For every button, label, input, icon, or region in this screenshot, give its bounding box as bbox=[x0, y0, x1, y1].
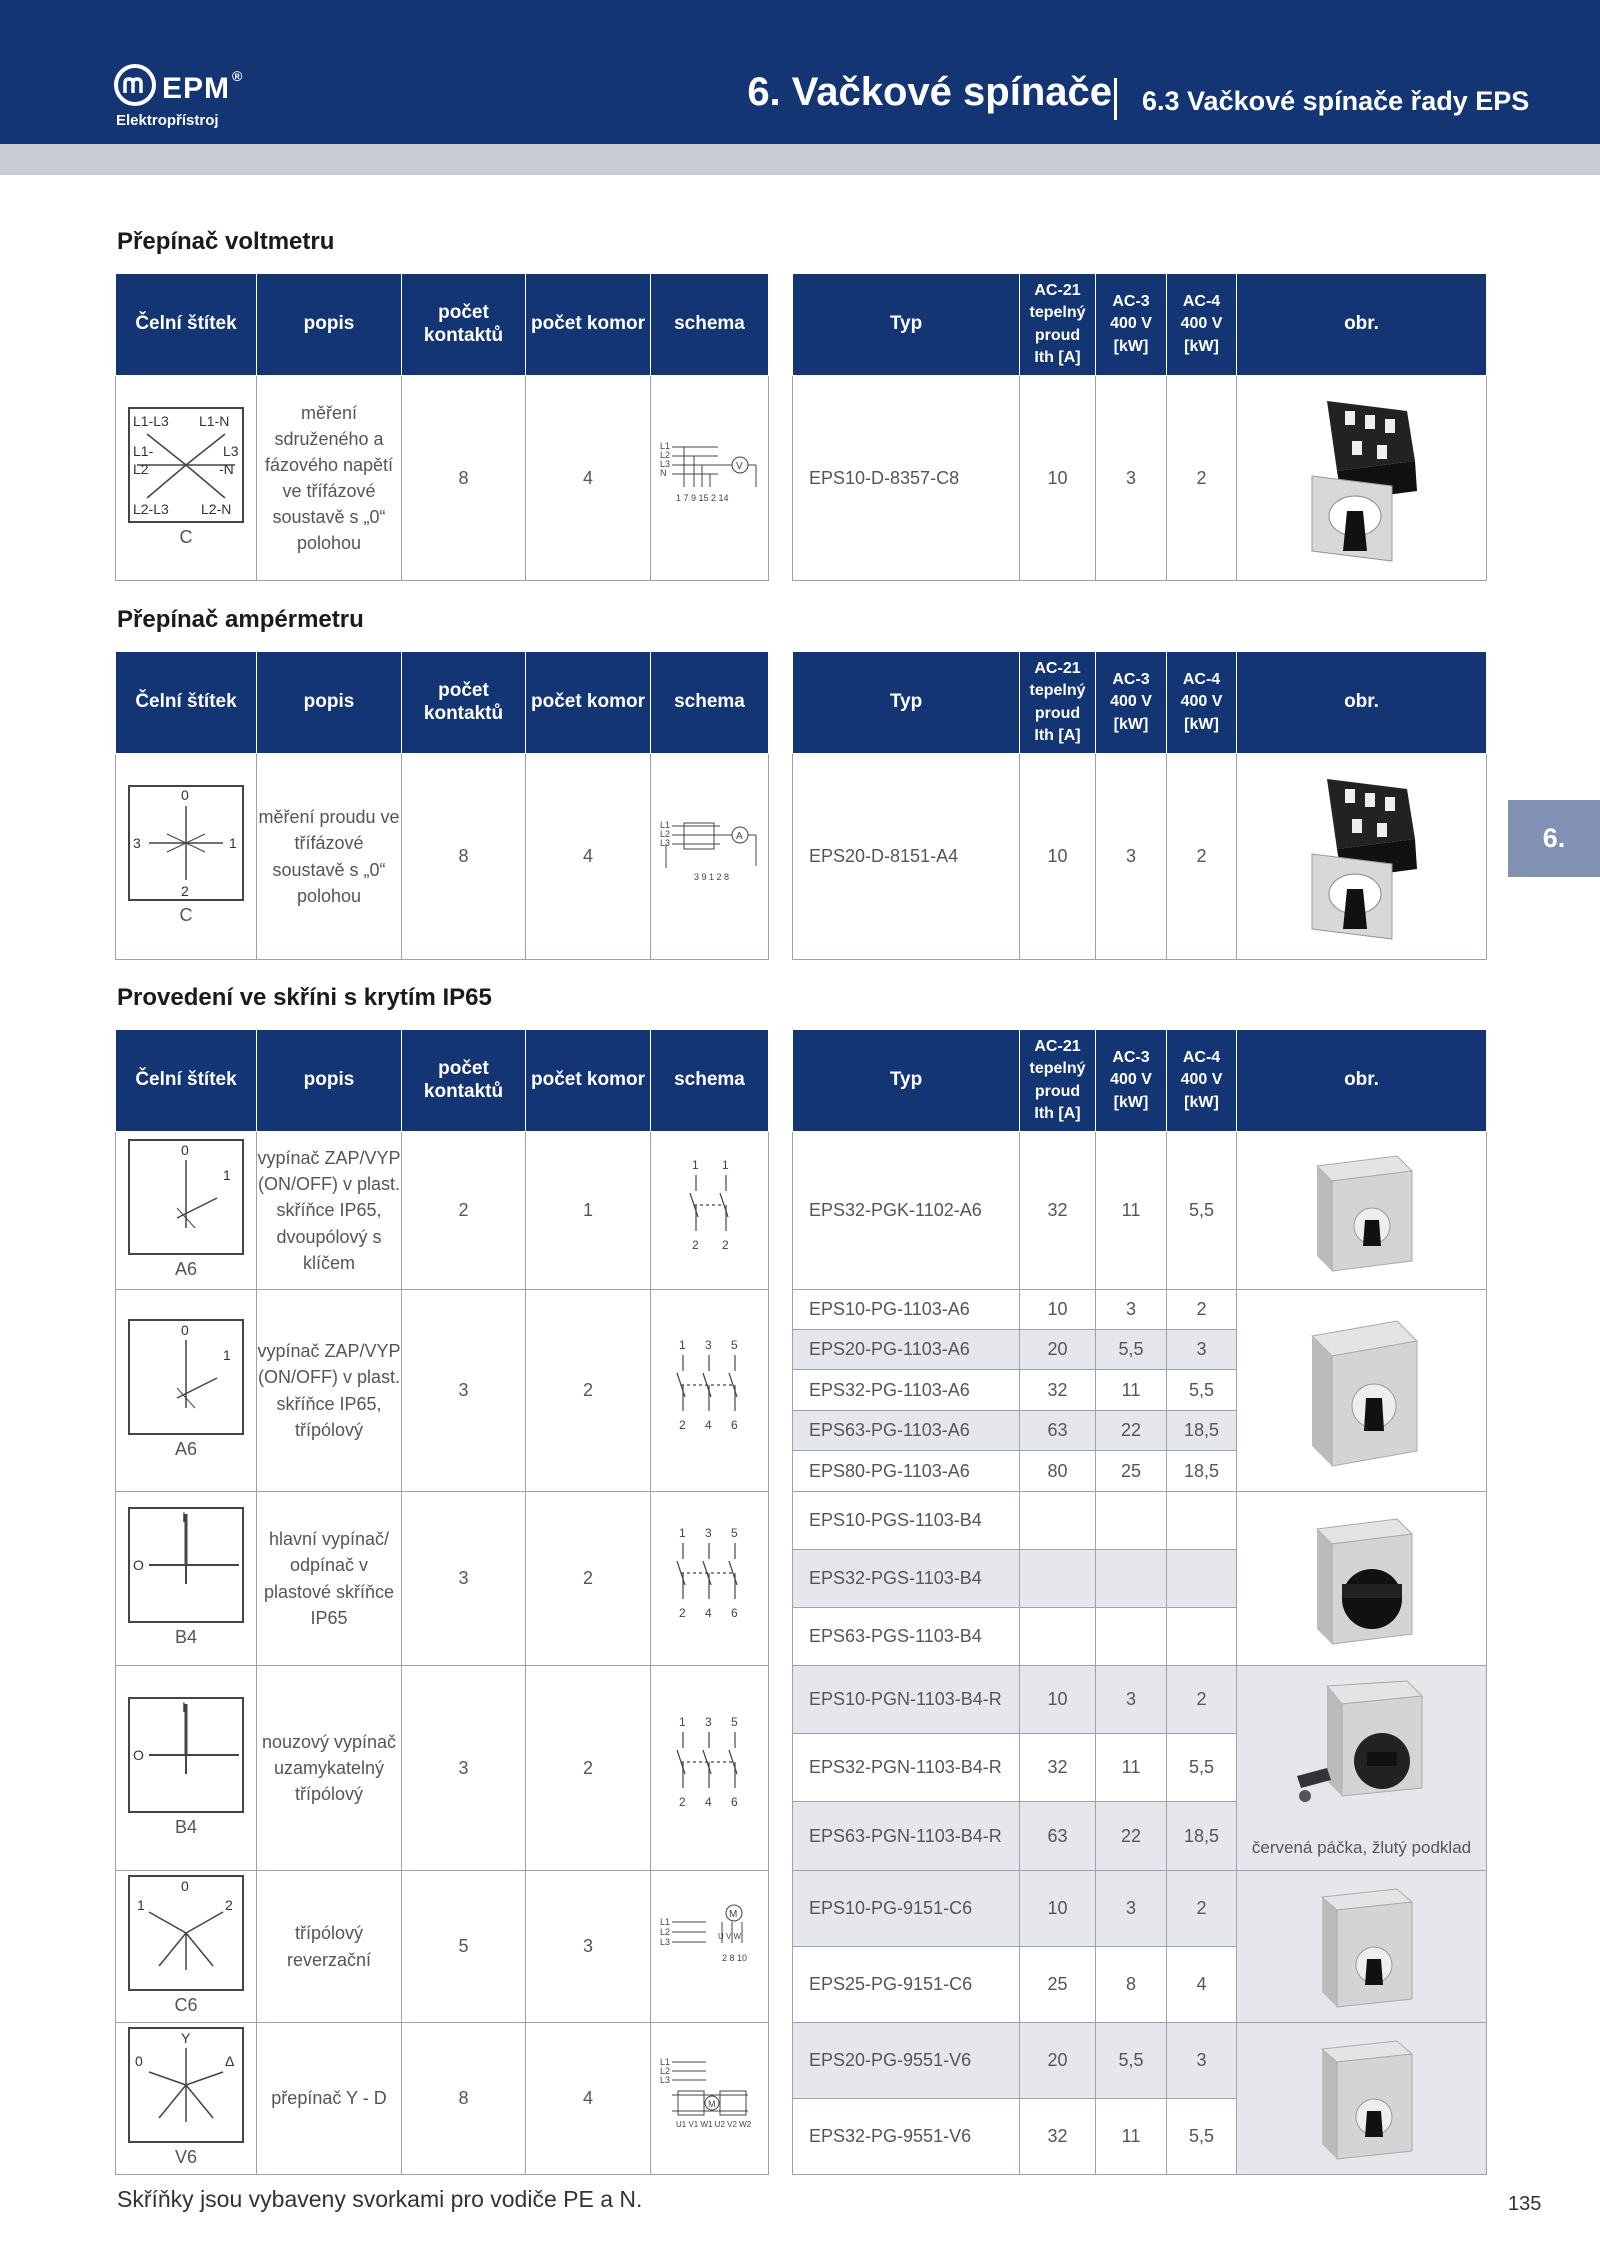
col-header-popis: popis bbox=[257, 652, 402, 754]
product-photo bbox=[1237, 1132, 1487, 1290]
svg-text:U1 V1 W1 U2 V2 W2: U1 V1 W1 U2 V2 W2 bbox=[675, 2119, 751, 2129]
typ-cell: EPS32-PGK-1102-A6 bbox=[793, 1132, 1020, 1290]
ac3-cell: 3 bbox=[1096, 1871, 1167, 1947]
product-photo bbox=[1237, 2023, 1487, 2175]
ac21-cell: 63 bbox=[1020, 1802, 1096, 1871]
section-title-ip65: Provedení ve skříni s krytím IP65 bbox=[117, 984, 492, 1011]
kontakty-cell: 3 bbox=[402, 1666, 526, 1871]
svg-text:L1: L1 bbox=[659, 2056, 670, 2067]
chapter-subtitle: 6.3 Vačkové spínače řady EPS bbox=[1142, 86, 1530, 116]
col-header-ac3: AC-3 400 V [kW] bbox=[1096, 274, 1167, 376]
reversing-schema-icon bbox=[658, 1903, 762, 1983]
popis-cell: vypínač ZAP/VYP (ON/OFF) v plast. skříňce IP65, třípólový bbox=[257, 1290, 402, 1492]
ac3-cell bbox=[1096, 1550, 1167, 1608]
dial-plate-icon bbox=[127, 1874, 245, 1992]
ac21-cell bbox=[1020, 1550, 1096, 1608]
ac3-cell: 3 bbox=[1096, 754, 1167, 960]
schema-cell bbox=[651, 1290, 769, 1492]
ac3-cell: 25 bbox=[1096, 1451, 1167, 1492]
svg-text:1: 1 bbox=[691, 1157, 699, 1172]
svg-text:U V W: U V W bbox=[717, 1931, 741, 1941]
svg-text:3: 3 bbox=[704, 1337, 712, 1352]
typ-cell: EPS10-PG-1103-A6 bbox=[793, 1290, 1020, 1330]
svg-text:2: 2 bbox=[678, 1417, 686, 1432]
col-header-schema: schema bbox=[651, 274, 769, 376]
schema-diagram-icon bbox=[658, 439, 762, 509]
typ-cell: EPS80-PG-1103-A6 bbox=[793, 1451, 1020, 1492]
svg-text:N: N bbox=[659, 468, 666, 479]
svg-text:2: 2 bbox=[181, 883, 189, 900]
svg-text:3: 3 bbox=[704, 1715, 712, 1730]
popis-cell: nouzový vypínač uzamykatelný třípólový bbox=[257, 1666, 402, 1871]
ac3-cell bbox=[1096, 1608, 1167, 1666]
dial-plate-icon bbox=[127, 784, 245, 902]
dial-plate-icon bbox=[127, 1138, 245, 1256]
dial-label: B4 bbox=[174, 1816, 198, 1837]
ac21-cell: 32 bbox=[1020, 1132, 1096, 1290]
svg-text:2: 2 bbox=[225, 1897, 233, 1914]
typ-cell: EPS20-PG-9551-V6 bbox=[793, 2023, 1020, 2099]
voltmeter-type-table bbox=[792, 273, 1487, 581]
kontakty-cell: 3 bbox=[402, 1290, 526, 1492]
enclosure-key-switch-photo bbox=[1297, 1146, 1427, 1276]
kontakty-cell: 8 bbox=[402, 2023, 526, 2175]
ac4-cell: 5,5 bbox=[1167, 2099, 1237, 2175]
schema-cell bbox=[651, 1871, 769, 2023]
enclosure-switch-photo bbox=[1292, 1306, 1432, 1476]
col-header-komory: počet komor bbox=[526, 274, 651, 376]
cam-switch-photo bbox=[1297, 391, 1427, 566]
ac4-cell: 3 bbox=[1167, 1330, 1237, 1370]
typ-cell: EPS63-PGN-1103-B4-R bbox=[793, 1802, 1020, 1871]
dial-plate-icon bbox=[127, 2026, 245, 2144]
ac3-cell: 11 bbox=[1096, 1370, 1167, 1411]
svg-text:L3: L3 bbox=[223, 442, 239, 459]
col-header-kontakty: počet kontaktů bbox=[402, 274, 526, 376]
col-header-stitek: Čelní štítek bbox=[116, 274, 257, 376]
typ-cell: EPS32-PG-9551-V6 bbox=[793, 2099, 1020, 2175]
dial-label: A6 bbox=[174, 1259, 198, 1280]
svg-text:L1: L1 bbox=[659, 441, 670, 452]
dial-plate bbox=[116, 1132, 257, 1290]
svg-text:L3: L3 bbox=[659, 837, 670, 848]
schema-cell bbox=[651, 376, 769, 581]
ac3-cell: 5,5 bbox=[1096, 2023, 1167, 2099]
svg-text:3: 3 bbox=[133, 835, 141, 852]
typ-cell: EPS63-PGS-1103-B4 bbox=[793, 1608, 1020, 1666]
product-photo bbox=[1237, 1492, 1487, 1666]
dial-plate bbox=[116, 1492, 257, 1666]
kontakty-cell: 5 bbox=[402, 1871, 526, 2023]
ac21-cell: 25 bbox=[1020, 1947, 1096, 2023]
svg-text:L2: L2 bbox=[659, 450, 670, 461]
page-number: 135 bbox=[1508, 2193, 1542, 2215]
ac3-cell: 3 bbox=[1096, 1290, 1167, 1330]
switch-poles-icon bbox=[665, 1337, 755, 1437]
typ-cell: EPS20-D-8151-A4 bbox=[793, 754, 1020, 960]
svg-text:M: M bbox=[707, 2098, 715, 2109]
col-header-obr: obr. bbox=[1237, 1030, 1487, 1132]
col-header-schema: schema bbox=[651, 652, 769, 754]
ammeter-spec-table bbox=[115, 651, 769, 960]
ac4-cell: 3 bbox=[1167, 2023, 1237, 2099]
ac21-cell: 10 bbox=[1020, 1666, 1096, 1734]
ac3-cell: 22 bbox=[1096, 1802, 1167, 1871]
ac21-cell: 32 bbox=[1020, 1734, 1096, 1802]
ac21-cell bbox=[1020, 1608, 1096, 1666]
komory-cell: 2 bbox=[526, 1492, 651, 1666]
ac21-cell: 20 bbox=[1020, 1330, 1096, 1370]
ac3-cell bbox=[1096, 1492, 1167, 1550]
ac4-cell: 2 bbox=[1167, 1290, 1237, 1330]
footnote: Skříňky jsou vybaveny svorkami pro vodiče PE a N. bbox=[117, 2186, 643, 2212]
col-header-ac4: AC-4 400 V [kW] bbox=[1167, 1030, 1237, 1132]
svg-text:4: 4 bbox=[704, 1605, 712, 1620]
product-photo bbox=[1237, 754, 1487, 960]
svg-text:I: I bbox=[182, 1698, 186, 1715]
ac3-cell: 5,5 bbox=[1096, 1330, 1167, 1370]
product-photo bbox=[1237, 1290, 1487, 1492]
ac4-cell bbox=[1167, 1550, 1237, 1608]
typ-cell: EPS32-PGS-1103-B4 bbox=[793, 1550, 1020, 1608]
dial-plate bbox=[116, 2023, 257, 2175]
schema-cell bbox=[651, 1492, 769, 1666]
chapter-title: 6. Vačkové spínače bbox=[747, 70, 1112, 114]
ac4-cell: 4 bbox=[1167, 1947, 1237, 2023]
col-header-typ: Typ bbox=[793, 652, 1020, 754]
col-header-ac4: AC-4 400 V [kW] bbox=[1167, 652, 1237, 754]
komory-cell: 3 bbox=[526, 1871, 651, 2023]
col-header-komory: počet komor bbox=[526, 1030, 651, 1132]
star-delta-schema-icon bbox=[658, 2055, 762, 2135]
typ-cell: EPS10-PGN-1103-B4-R bbox=[793, 1666, 1020, 1734]
ac3-cell: 11 bbox=[1096, 2099, 1167, 2175]
schema-cell bbox=[651, 1666, 769, 1871]
komory-cell: 4 bbox=[526, 376, 651, 581]
ac3-cell: 3 bbox=[1096, 1666, 1167, 1734]
popis-cell: vypínač ZAP/VYP (ON/OFF) v plast. skříňce IP65, dvoupólový s klíčem bbox=[257, 1132, 402, 1290]
switch-poles-icon bbox=[670, 1157, 750, 1257]
dial-plate bbox=[116, 1871, 257, 2023]
ac4-cell bbox=[1167, 1492, 1237, 1550]
ammeter-type-table bbox=[792, 651, 1487, 960]
svg-text:6: 6 bbox=[730, 1417, 738, 1432]
dial-plate bbox=[116, 754, 257, 960]
dial-label: C bbox=[179, 905, 193, 926]
col-header-ac3: AC-3 400 V [kW] bbox=[1096, 1030, 1167, 1132]
popis-cell: přepínač Y - D bbox=[257, 2023, 402, 2175]
svg-text:L1-: L1- bbox=[133, 442, 154, 459]
product-photo bbox=[1237, 1666, 1487, 1871]
svg-text:L1: L1 bbox=[659, 819, 670, 830]
svg-text:3 9 1 2 8: 3 9 1 2 8 bbox=[693, 871, 729, 882]
svg-text:-N: -N bbox=[219, 460, 234, 477]
svg-text:3: 3 bbox=[704, 1525, 712, 1540]
ac3-cell: 11 bbox=[1096, 1734, 1167, 1802]
svg-text:Y: Y bbox=[181, 2030, 191, 2047]
svg-text:0: 0 bbox=[135, 2053, 143, 2070]
star-delta-switch-photo bbox=[1302, 2029, 1422, 2169]
dial-plate-icon bbox=[127, 1696, 245, 1814]
kontakty-cell: 2 bbox=[402, 1132, 526, 1290]
product-photo bbox=[1237, 1871, 1487, 2023]
svg-text:0: 0 bbox=[181, 1322, 189, 1339]
switch-poles-icon bbox=[665, 1525, 755, 1625]
ac21-cell: 80 bbox=[1020, 1451, 1096, 1492]
col-header-popis: popis bbox=[257, 274, 402, 376]
svg-text:L1-L3: L1-L3 bbox=[133, 412, 169, 429]
typ-cell: EPS32-PG-1103-A6 bbox=[793, 1370, 1020, 1411]
dial-plate-icon bbox=[127, 406, 245, 524]
svg-text:L2: L2 bbox=[659, 828, 670, 839]
ac21-cell: 32 bbox=[1020, 2099, 1096, 2175]
svg-text:1: 1 bbox=[678, 1525, 686, 1540]
chapter-tab: 6. bbox=[1508, 800, 1600, 877]
col-header-stitek: Čelní štítek bbox=[116, 652, 257, 754]
col-header-ac3: AC-3 400 V [kW] bbox=[1096, 652, 1167, 754]
komory-cell: 4 bbox=[526, 2023, 651, 2175]
komory-cell: 4 bbox=[526, 754, 651, 960]
popis-cell: hlavní vypínač/ odpínač v plastové skříňce IP65 bbox=[257, 1492, 402, 1666]
svg-text:0: 0 bbox=[181, 1142, 189, 1159]
epm-logo-icon bbox=[114, 64, 156, 106]
popis-cell: třípólový reverzační bbox=[257, 1871, 402, 2023]
col-header-kontakty: počet kontaktů bbox=[402, 1030, 526, 1132]
svg-text:A: A bbox=[735, 830, 743, 842]
kontakty-cell: 8 bbox=[402, 754, 526, 960]
komory-cell: 2 bbox=[526, 1666, 651, 1871]
ac21-cell: 10 bbox=[1020, 754, 1096, 960]
col-header-ac21: AC-21 tepelný proud Ith [A] bbox=[1020, 274, 1096, 376]
ac4-cell: 5,5 bbox=[1167, 1370, 1237, 1411]
ac21-cell: 20 bbox=[1020, 2023, 1096, 2099]
svg-text:L2: L2 bbox=[659, 2065, 670, 2076]
svg-text:L2: L2 bbox=[133, 460, 149, 477]
ip65-type-table bbox=[792, 1029, 1487, 2175]
col-header-popis: popis bbox=[257, 1030, 402, 1132]
svg-text:0: 0 bbox=[181, 1878, 189, 1895]
main-switch-photo bbox=[1297, 1504, 1427, 1654]
dial-plate bbox=[116, 1290, 257, 1492]
svg-text:L2: L2 bbox=[659, 1926, 670, 1937]
svg-text:0: 0 bbox=[181, 787, 189, 804]
schema-diagram-icon bbox=[658, 818, 762, 888]
ac3-cell: 8 bbox=[1096, 1947, 1167, 2023]
svg-text:L2-N: L2-N bbox=[201, 500, 232, 517]
kontakty-cell: 3 bbox=[402, 1492, 526, 1666]
svg-text:O: O bbox=[133, 1746, 144, 1763]
schema-cell bbox=[651, 2023, 769, 2175]
reversing-switch-photo bbox=[1302, 1877, 1422, 2017]
svg-text:M: M bbox=[728, 1908, 737, 1920]
ac21-cell: 10 bbox=[1020, 376, 1096, 581]
dial-label: C bbox=[179, 526, 193, 547]
title-separator bbox=[1114, 78, 1117, 120]
col-header-kontakty: počet kontaktů bbox=[402, 652, 526, 754]
ac4-cell: 2 bbox=[1167, 376, 1237, 581]
svg-text:2 8 10: 2 8 10 bbox=[721, 1952, 747, 1963]
ac3-cell: 3 bbox=[1096, 376, 1167, 581]
svg-text:I: I bbox=[182, 1509, 186, 1526]
popis-cell: měření sdruženého a fázového napětí ve třífázové soustavě s „0“ polohou bbox=[257, 376, 402, 581]
svg-text:1: 1 bbox=[721, 1157, 729, 1172]
logo-reg: ® bbox=[232, 68, 244, 84]
typ-cell: EPS10-PG-9151-C6 bbox=[793, 1871, 1020, 1947]
ac21-cell: 10 bbox=[1020, 1290, 1096, 1330]
svg-text:6: 6 bbox=[730, 1605, 738, 1620]
svg-text:L3: L3 bbox=[659, 2074, 670, 2085]
typ-cell: EPS20-PG-1103-A6 bbox=[793, 1330, 1020, 1370]
ac21-cell: 63 bbox=[1020, 1411, 1096, 1451]
col-header-stitek: Čelní štítek bbox=[116, 1030, 257, 1132]
dial-plate-icon bbox=[127, 1506, 245, 1624]
svg-text:L3: L3 bbox=[659, 1936, 670, 1947]
ac3-cell: 11 bbox=[1096, 1132, 1167, 1290]
col-header-ac4: AC-4 400 V [kW] bbox=[1167, 274, 1237, 376]
ip65-spec-table bbox=[115, 1029, 769, 2175]
section-title-voltmeter: Přepínač voltmetru bbox=[117, 228, 335, 255]
svg-text:1: 1 bbox=[678, 1715, 686, 1730]
popis-cell: měření proudu ve třífázové soustavě s „0“ polohou bbox=[257, 754, 402, 960]
obr-note: červená páčka, žlutý podklad bbox=[1251, 1837, 1472, 1857]
svg-text:L3: L3 bbox=[659, 459, 670, 470]
kontakty-cell: 8 bbox=[402, 376, 526, 581]
svg-text:V: V bbox=[735, 461, 743, 473]
typ-cell: EPS25-PG-9151-C6 bbox=[793, 1947, 1020, 2023]
komory-cell: 1 bbox=[526, 1132, 651, 1290]
dial-plate-icon bbox=[127, 1318, 245, 1436]
svg-text:2: 2 bbox=[678, 1795, 686, 1810]
svg-text:1: 1 bbox=[223, 1167, 231, 1184]
ac4-cell: 5,5 bbox=[1167, 1132, 1237, 1290]
svg-text:L1-N: L1-N bbox=[199, 412, 230, 429]
ac4-cell: 2 bbox=[1167, 1666, 1237, 1734]
product-photo bbox=[1237, 376, 1487, 581]
col-header-obr: obr. bbox=[1237, 652, 1487, 754]
logo-name: EPM bbox=[162, 72, 231, 105]
header-band bbox=[0, 144, 1600, 175]
svg-text:5: 5 bbox=[730, 1337, 738, 1352]
svg-text:L2-L3: L2-L3 bbox=[133, 500, 169, 517]
col-header-typ: Typ bbox=[793, 274, 1020, 376]
svg-text:5: 5 bbox=[730, 1715, 738, 1730]
svg-text:4: 4 bbox=[704, 1417, 712, 1432]
svg-text:4: 4 bbox=[704, 1795, 712, 1810]
ac21-cell: 10 bbox=[1020, 1871, 1096, 1947]
svg-text:1: 1 bbox=[229, 835, 237, 852]
ac4-cell: 18,5 bbox=[1167, 1411, 1237, 1451]
logo-subtitle: Elektropřístroj bbox=[116, 112, 219, 129]
svg-text:1: 1 bbox=[678, 1337, 686, 1352]
ac4-cell: 2 bbox=[1167, 1871, 1237, 1947]
ac3-cell: 22 bbox=[1096, 1411, 1167, 1451]
col-header-ac21: AC-21 tepelný proud Ith [A] bbox=[1020, 1030, 1096, 1132]
dial-label: A6 bbox=[174, 1439, 198, 1460]
switch-poles-icon bbox=[665, 1714, 755, 1814]
dial-label: C6 bbox=[174, 1995, 198, 2016]
col-header-typ: Typ bbox=[793, 1030, 1020, 1132]
komory-cell: 2 bbox=[526, 1290, 651, 1492]
dial-plate bbox=[116, 376, 257, 581]
svg-text:2: 2 bbox=[721, 1237, 729, 1252]
emergency-switch-photo bbox=[1287, 1676, 1437, 1836]
typ-cell: EPS10-PGS-1103-B4 bbox=[793, 1492, 1020, 1550]
col-header-schema: schema bbox=[651, 1030, 769, 1132]
col-header-ac21: AC-21 tepelný proud Ith [A] bbox=[1020, 652, 1096, 754]
ac21-cell bbox=[1020, 1492, 1096, 1550]
svg-text:1 7 9 15 2 14: 1 7 9 15 2 14 bbox=[675, 493, 729, 504]
svg-text:2: 2 bbox=[678, 1605, 686, 1620]
svg-text:O: O bbox=[133, 1557, 144, 1574]
svg-text:L1: L1 bbox=[659, 1916, 670, 1927]
ac4-cell: 18,5 bbox=[1167, 1802, 1237, 1871]
cam-switch-photo bbox=[1297, 769, 1427, 944]
ac4-cell bbox=[1167, 1608, 1237, 1666]
typ-cell: EPS63-PG-1103-A6 bbox=[793, 1411, 1020, 1451]
col-header-obr: obr. bbox=[1237, 274, 1487, 376]
svg-text:2: 2 bbox=[691, 1237, 699, 1252]
ac21-cell: 32 bbox=[1020, 1370, 1096, 1411]
svg-text:1: 1 bbox=[137, 1897, 145, 1914]
ac4-cell: 2 bbox=[1167, 754, 1237, 960]
schema-cell bbox=[651, 1132, 769, 1290]
ac4-cell: 5,5 bbox=[1167, 1734, 1237, 1802]
svg-text:6: 6 bbox=[730, 1795, 738, 1810]
typ-cell: EPS10-D-8357-C8 bbox=[793, 376, 1020, 581]
section-title-ammeter: Přepínač ampérmetru bbox=[117, 606, 364, 633]
dial-label: V6 bbox=[174, 2147, 198, 2168]
schema-cell bbox=[651, 754, 769, 960]
dial-label: B4 bbox=[174, 1627, 198, 1648]
svg-text:1: 1 bbox=[223, 1347, 231, 1364]
voltmeter-spec-table bbox=[115, 273, 769, 581]
svg-text:Δ: Δ bbox=[225, 2053, 235, 2070]
dial-plate bbox=[116, 1666, 257, 1871]
col-header-komory: počet komor bbox=[526, 652, 651, 754]
typ-cell: EPS32-PGN-1103-B4-R bbox=[793, 1734, 1020, 1802]
svg-text:5: 5 bbox=[730, 1525, 738, 1540]
ac4-cell: 18,5 bbox=[1167, 1451, 1237, 1492]
